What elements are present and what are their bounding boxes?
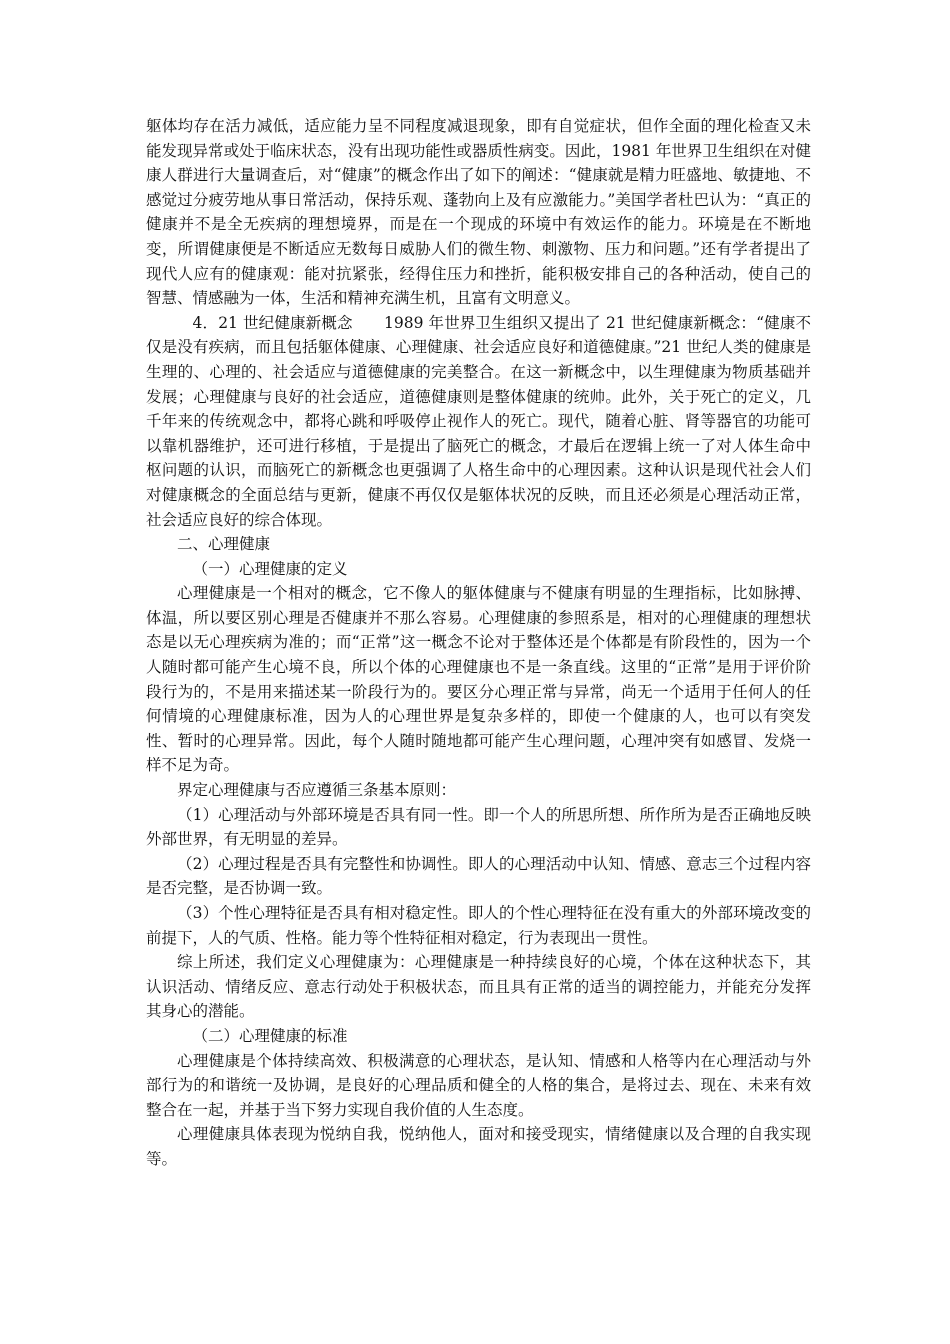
subsection-heading-standards: （二）心理健康的标准: [192, 1026, 348, 1045]
paragraph-21st-century-health-concept: 4．21 世纪健康新概念 1989 年世界卫生组织又提出了 21 世纪健康新概念：“健康不仅是没有疾病，而且包括躯体健康、心理健康、社会适应良好和道德健康。”21 世纪人类的健康是生理的、心理的、社会适应与道德健康的完美整合。在这一新概念中，以生理健康为物质基础并发展；心理健康与良好的社会适应，道德健康则是整体健康的统帅。此外，关于死亡的定义，几千年来的传统观念中，都将心跳和呼吸停止视作人的死亡。现代，随着心脏、肾等器官的功能可以靠机器维护，还可进行移植，于是提出了脑死亡的概念，才最后在逻辑上统一了对人体生命中枢问题的认识，而脑死亡的新概念也更强调了人格生命中的心理因素。这种认识是现代社会人们对健康概念的全面总结与更新，健康不再仅仅是躯体状况的反映，而且还必须是心理活动正常，社会适应良好的综合体现。: [146, 313, 811, 529]
paragraph-mental-health-relative: 心理健康是一个相对的概念，它不像人的躯体健康与不健康有明显的生理指标，比如脉搏、体温，所以要区别心理是否健康并不那么容易。心理健康的参照系是，相对的心理健康的理想状态是以无心理疾病为准的；而“正常”这一概念不论对于整体还是个体都是有阶段性的，因为一个人随时都可能产生心境不良，所以个体的心理健康也不是一条直线。这里的“正常”是用于评价阶段行为的，不是用来描述某一阶段行为的。要区分心理正常与异常，尚无一个适用于任何人的任何情境的心理健康标准，因为人的心理世界是复杂多样的，即使一个健康的人，也可以有突发性、暂时的心理异常。因此，每个人随时随地都可能产生心理问题，心理冲突有如感冒、发烧一样不足为奇。: [146, 584, 811, 775]
list-item-principle-1: （1）心理活动与外部环境是否具有同一性。即一个人的所思所想、所作所为是否正确地反映外部世界，有无明显的差异。: [146, 805, 811, 849]
paragraph-health-definition-continued: 躯体均存在活力减低，适应能力呈不同程度减退现象，即有自觉症状，但作全面的理化检查又未能发现异常或处于临床状态，没有出现功能性或器质性病变。因此，1981 年世界卫生组织在对健康人群进行大量调查后，对“健康”的概念作出了如下的阐述：“健康就是精力旺盛地、敏捷地、不感觉过分疲劳地从事日常活动，保持乐观、蓬勃向上及有应激能力。”美国学者杜巴认为：“真正的健康并不是全无疾病的理想境界，而是在一个现成的环境中有效运作的能力。环境是在不断地变，所谓健康便是不断适应无数每日威胁人们的微生物、刺激物、压力和问题。”还有学者提出了现代人应有的健康观：能对抗紧张，经得住压力和挫折，能积极安排自己的各种活动，使自己的智慧、情感融为一体，生活和精神充满生机，且富有文明意义。: [146, 117, 811, 308]
section-heading-mental-health: 二、心理健康: [177, 535, 271, 554]
document-body: [146, 114, 811, 1172]
paragraph-three-principles-intro: 界定心理健康与否应遵循三条基本原则：: [177, 781, 457, 800]
paragraph-definition-summary: 综上所述，我们定义心理健康为：心理健康是一种持续良好的心境，个体在这种状态下，其认识活动、情绪反应、意志行动处于积极状态，而且具有正常的适当的调控能力，并能充分发挥其身心的潜能。: [146, 953, 811, 1021]
paragraph-standards-manifestation: 心理健康具体表现为悦纳自我，悦纳他人，面对和接受现实，情绪健康以及合理的自我实现等。: [146, 1125, 811, 1168]
subsection-heading-definition: （一）心理健康的定义: [192, 559, 348, 578]
paragraph-standards-description: 心理健康是个体持续高效、积极满意的心理状态，是认知、情感和人格等内在心理活动与外部行为的和谐统一及协调，是良好的心理品质和健全的人格的集合，是将过去、现在、未来有效整合在一起，并基于当下努力实现自我价值的人生态度。: [146, 1051, 811, 1119]
list-item-principle-3: （3）个性心理特征是否具有相对稳定性。即人的个性心理特征在没有重大的外部环境改变的前提下，人的气质、性格。能力等个性特征相对稳定，行为表现出一贯性。: [146, 904, 811, 947]
list-item-principle-2: （2）心理过程是否具有完整性和协调性。即人的心理活动中认知、情感、意志三个过程内容是否完整，是否协调一致。: [146, 854, 811, 898]
